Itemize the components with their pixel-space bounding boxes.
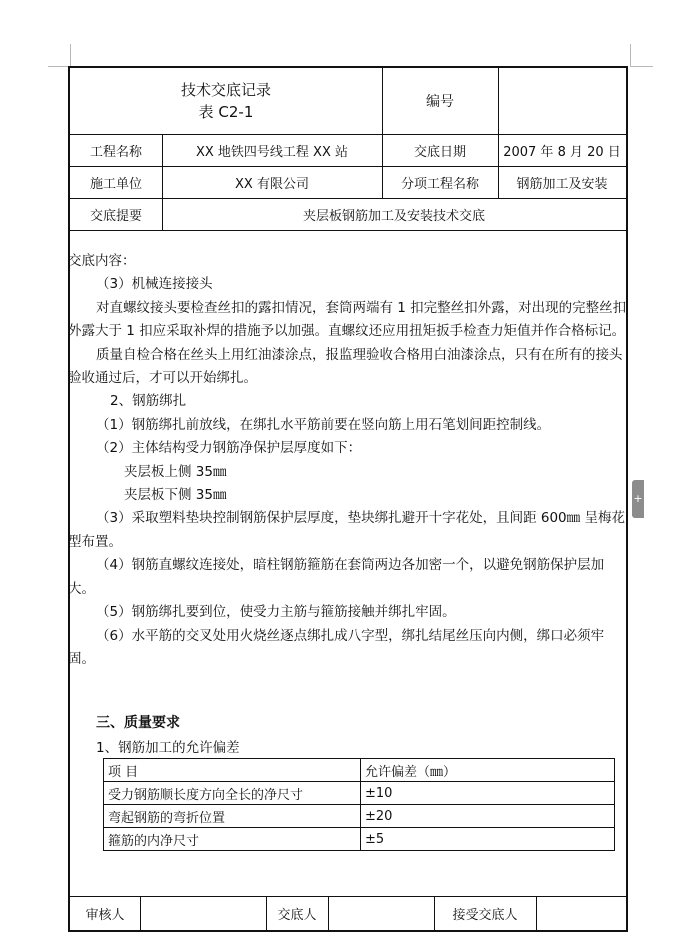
content-paragraph: 夹层板下侧 35㎜ xyxy=(124,487,227,504)
receiver-label: 接受交底人 xyxy=(452,907,518,923)
disclosure-content xyxy=(68,250,630,671)
table-cell: 箍筋的内净尺寸 xyxy=(104,828,361,851)
table-header-cell: 项 目 xyxy=(104,759,361,782)
plus-icon: + xyxy=(633,492,643,505)
table-cell: ±5 xyxy=(361,828,615,851)
quality-section-title: 三、质量要求 xyxy=(96,715,180,731)
table-row xyxy=(104,805,615,828)
form-title xyxy=(70,68,382,134)
table-row xyxy=(104,782,615,805)
number-label: 编号 xyxy=(426,94,454,110)
table-header-row xyxy=(104,759,615,782)
table-cell: 受力钢筋顺长度方向全长的净尺寸 xyxy=(104,782,361,805)
table-header-cell: 允许偏差（㎜） xyxy=(361,759,615,782)
table-cell: ±10 xyxy=(361,782,615,805)
project-label: 工程名称 xyxy=(89,144,142,160)
content-paragraph: 质量自检合格在丝头上用红油漆涂点，报监理验收合格用白油漆涂点，只有在所有的接头验收通过后，才可以开始绑扎。 xyxy=(68,346,623,387)
subitem-value: 钢筋加工及安装 xyxy=(516,176,608,192)
content-paragraph: （5）钢筋绑扎要到位，使受力主筋与箍筋接触并绑扎牢固。 xyxy=(96,604,456,621)
table-row xyxy=(104,828,615,851)
number-value xyxy=(498,68,626,134)
summary-label: 交底提要 xyxy=(89,208,142,224)
page-corner-mark xyxy=(48,44,71,67)
content-paragraph: （2）主体结构受力钢筋净保护层厚度如下： xyxy=(96,440,362,457)
date-value: 2007 年 8 月 20 日 xyxy=(503,144,621,160)
content-paragraph: （1）钢筋绑扎前放线，在绑扎水平筋前要在竖向筋上用石笔划间距控制线。 xyxy=(96,416,551,433)
content-paragraph: （3）机械连接接头 xyxy=(96,276,213,293)
unit-label: 施工单位 xyxy=(89,176,142,192)
content-paragraph: （6）水平筋的交叉处用火烧丝逐点绑扎成八字型，绑扎结尾丝压向内侧，绑口必须牢固。 xyxy=(68,627,605,667)
summary-value: 夹层板钢筋加工及安装技术交底 xyxy=(302,208,485,224)
expand-panel-button[interactable] xyxy=(632,480,644,518)
discloser-signature-field[interactable] xyxy=(328,896,434,930)
discloser-label: 交底人 xyxy=(277,907,317,923)
content-paragraph: （4）钢筋直螺纹连接处，暗柱钢筋箍筋在套筒两边各加密一个，以避免钢筋保护层加大。 xyxy=(68,557,605,597)
receiver-signature-field[interactable] xyxy=(536,896,626,930)
reviewer-label: 审核人 xyxy=(85,907,125,923)
reviewer-signature-field[interactable] xyxy=(140,896,266,930)
content-paragraph: （3）采取塑料垫块控制钢筋保护层厚度，垫块绑扎避开十字花处，且间距 600㎜ 呈梅花型布置。 xyxy=(68,510,625,550)
content-paragraph: 夹层板上侧 35㎜ xyxy=(124,463,227,480)
tolerance-table xyxy=(103,758,615,851)
table-cell: ±20 xyxy=(361,805,615,828)
unit-value: XX 有限公司 xyxy=(235,176,309,192)
record-title: 技术交底记录 xyxy=(180,81,271,99)
content-paragraph: 对直螺纹接头要检查丝扣的露扣情况，套筒两端有 1 扣完整丝扣外露，对出现的完整丝扣外露大于 1 扣应采取补焊的措施予以加强。直螺纹还应用扭矩扳手检查力矩值并作合格标记。 xyxy=(68,299,627,340)
page-corner-mark xyxy=(630,44,653,67)
date-label: 交底日期 xyxy=(413,144,466,160)
project-value: XX 地铁四号线工程 XX 站 xyxy=(195,144,349,160)
subitem-label: 分项工程名称 xyxy=(400,176,479,192)
content-paragraph: 2、钢筋绑扎 xyxy=(110,393,187,410)
quality-subtitle: 1、钢筋加工的允许偏差 xyxy=(96,740,240,756)
table-cell: 弯起钢筋的弯折位置 xyxy=(104,805,361,828)
content-heading: 交底内容： xyxy=(68,253,136,269)
form-number: 表 C2-1 xyxy=(198,103,254,121)
